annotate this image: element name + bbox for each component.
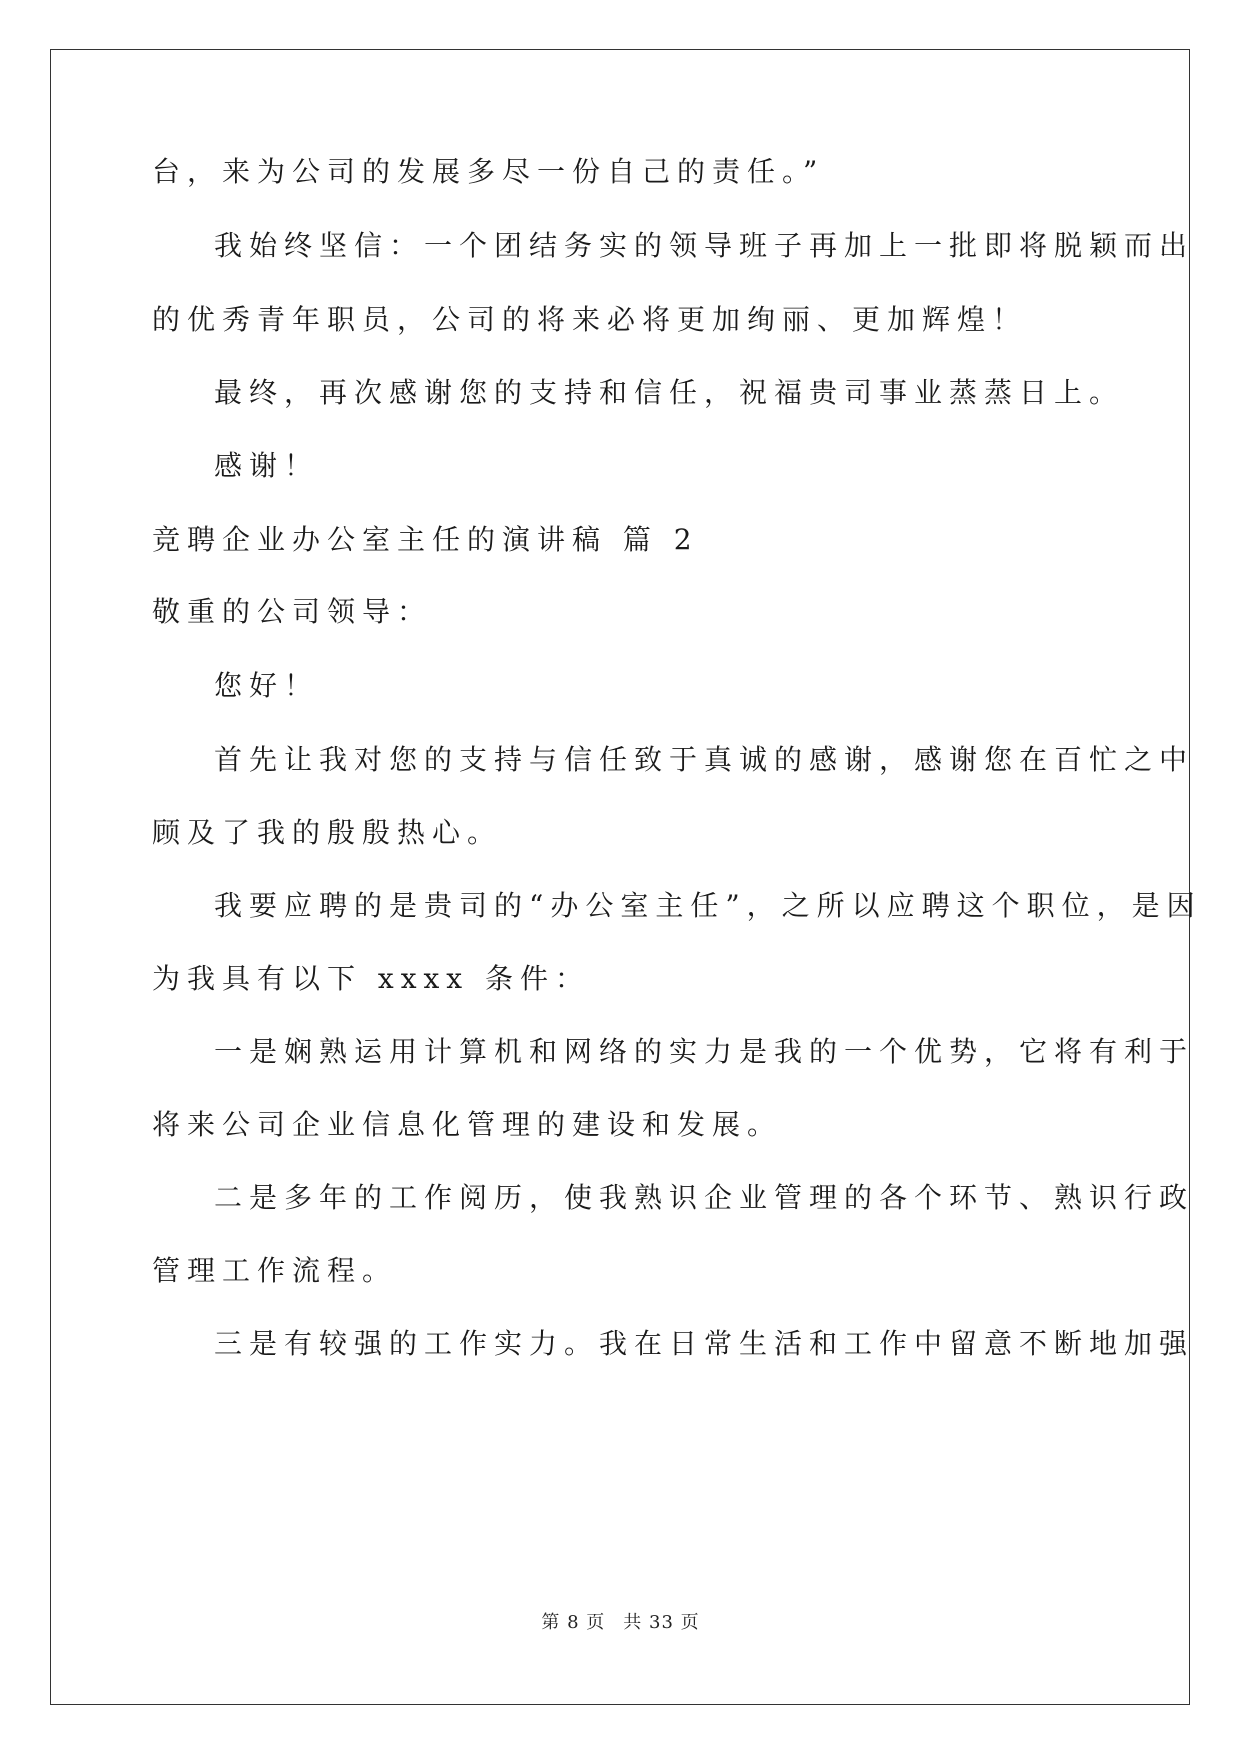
paragraph-line: 管理工作流程。 [152, 1254, 398, 1287]
paragraph-line: 我要应聘的是贵司的“办公室主任”，之所以应聘这个职位，是因 [214, 889, 1202, 922]
paragraph-line: 二是多年的工作阅历，使我熟识企业管理的各个环节、熟识行政 [214, 1181, 1195, 1214]
paragraph-line: 的优秀青年职员，公司的将来必将更加绚丽、更加辉煌！ [152, 303, 1028, 336]
page-footer [0, 1608, 1241, 1634]
paragraph-line: 首先让我对您的支持与信任致于真诚的感谢，感谢您在百忙之中 [214, 743, 1195, 776]
paragraph-line: 感谢！ [214, 449, 320, 482]
paragraph-line: 为我具有以下 xxxx 条件： [152, 962, 590, 995]
salutation: 敬重的公司领导： [152, 595, 433, 628]
paragraph-line: 台，来为公司的发展多尽一份自己的责任。” [152, 155, 825, 188]
page-number: 第 8 页 [541, 1612, 606, 1633]
paragraph-line: 将来公司企业信息化管理的建设和发展。 [152, 1108, 783, 1141]
paragraph-line: 最终，再次感谢您的支持和信任，祝福贵司事业蒸蒸日上。 [214, 376, 1125, 409]
paragraph-line: 我始终坚信：一个团结务实的领导班子再加上一批即将脱颖而出 [214, 229, 1195, 262]
page-total: 共 33 页 [623, 1612, 700, 1633]
paragraph-line: 三是有较强的工作实力。我在日常生活和工作中留意不断地加强 [214, 1327, 1195, 1360]
page-border [50, 49, 1202, 1705]
paragraph-line: 一是娴熟运用计算机和网络的实力是我的一个优势，它将有利于 [214, 1035, 1195, 1068]
paragraph-line: 顾及了我的殷殷热心。 [152, 816, 503, 849]
section-heading: 竞聘企业办公室主任的演讲稿 篇 2 [152, 523, 699, 556]
greeting: 您好！ [214, 669, 320, 702]
